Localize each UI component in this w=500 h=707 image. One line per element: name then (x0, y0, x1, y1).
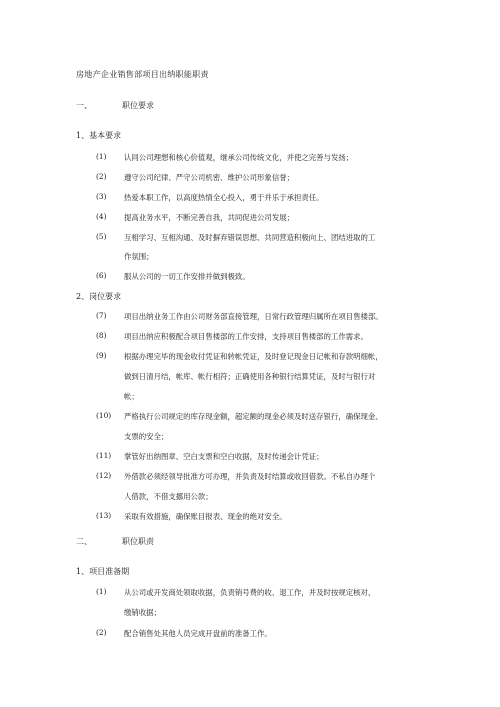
item-continuation: 支票的安全； (124, 432, 169, 441)
section-label: 职位要求 (122, 101, 154, 110)
item-index: (12) (96, 471, 112, 480)
item-index: (9) (96, 351, 107, 360)
item-index: (8) (96, 331, 107, 340)
item-index: (7) (96, 311, 107, 320)
section-number: 二、 (76, 537, 92, 546)
item-index: (2) (96, 628, 107, 637)
item-text: 项目出纳应积极配合项目售楼部的工作安排，支持项目售楼部的工作需求。 (124, 332, 368, 341)
item-text: 严格执行公司规定的库存现金额，超定额的现金必须及时送存银行，确保现金、 (124, 412, 383, 421)
item-continuation: 做到日清月结，帐库、帐行相符；正确使用各种银行结算凭证，及时与银行对 (124, 372, 376, 381)
item-index: (13) (96, 511, 112, 520)
item-text: 认同公司理想和核心价值观，继承公司传统文化，并使之完善与发扬； (124, 153, 354, 162)
item-text: 遵守公司纪律、严守公司机密、维护公司形象信誉； (124, 173, 294, 182)
item-text: 互相学习、互相沟通、及时摒弃错误思想、共同营造积极向上、团结进取的工 (124, 233, 376, 242)
item-continuation: 帐； (124, 392, 139, 401)
item-index: (2) (96, 172, 107, 181)
item-index: (3) (96, 192, 107, 201)
item-text: 服从公司的一切工作安排并做到极致。 (124, 272, 250, 281)
item-index: (1) (96, 587, 107, 596)
item-continuation: 缴销收据； (124, 608, 161, 617)
item-text: 从公司或开发商处领取收据，负责销号费的收、退工作，并及时按规定核对、 (124, 588, 376, 597)
section-number: 一、 (76, 101, 92, 110)
item-index: (4) (96, 212, 107, 221)
item-text: 掌管好出纳图章、空白支票和空白收据，及时传递会计凭证； (124, 452, 324, 461)
subsection-heading: 2、岗位要求 (76, 292, 122, 301)
item-text: 外借款必须经领导批准方可办理，并负责及时结算或收回借款。不私自办理个 (124, 472, 376, 481)
document-title: 房地产企业销售部项目出纳职能职责 (76, 70, 209, 79)
section-label: 职位职责 (122, 537, 154, 546)
subsection-heading: 1、项目准备期 (76, 567, 130, 576)
item-text: 热爱本职工作，以高度热情全心投入，勇于并乐于承担责任。 (124, 193, 324, 202)
item-text: 根据办理完毕的现金收付凭证和转帐凭证，及时登记现金日记帐和存款明细帐， (124, 352, 383, 361)
item-continuation: 人借款，不借支挪用公款； (124, 492, 213, 501)
item-continuation: 作氛围； (124, 252, 154, 261)
item-index: (6) (96, 271, 107, 280)
item-text: 采取有效措施，确保账目报表、现金的绝对安全。 (124, 512, 287, 521)
item-index: (1) (96, 152, 107, 161)
section-heading-2 (76, 536, 154, 547)
section-heading-1 (76, 100, 154, 111)
subsection-heading: 1、基本要求 (76, 131, 122, 140)
item-text: 项目出纳业务工作由公司财务部直接管理，日常行政管理归属所在项目售楼部。 (124, 312, 383, 321)
item-text: 配合销售处其他人员完成开盘前的准备工作。 (124, 629, 272, 638)
item-index: (11) (96, 451, 112, 460)
item-text: 提高业务水平，不断完善自我，共同促进公司发展； (124, 213, 294, 222)
item-index: (10) (96, 411, 112, 420)
item-index: (5) (96, 232, 107, 241)
